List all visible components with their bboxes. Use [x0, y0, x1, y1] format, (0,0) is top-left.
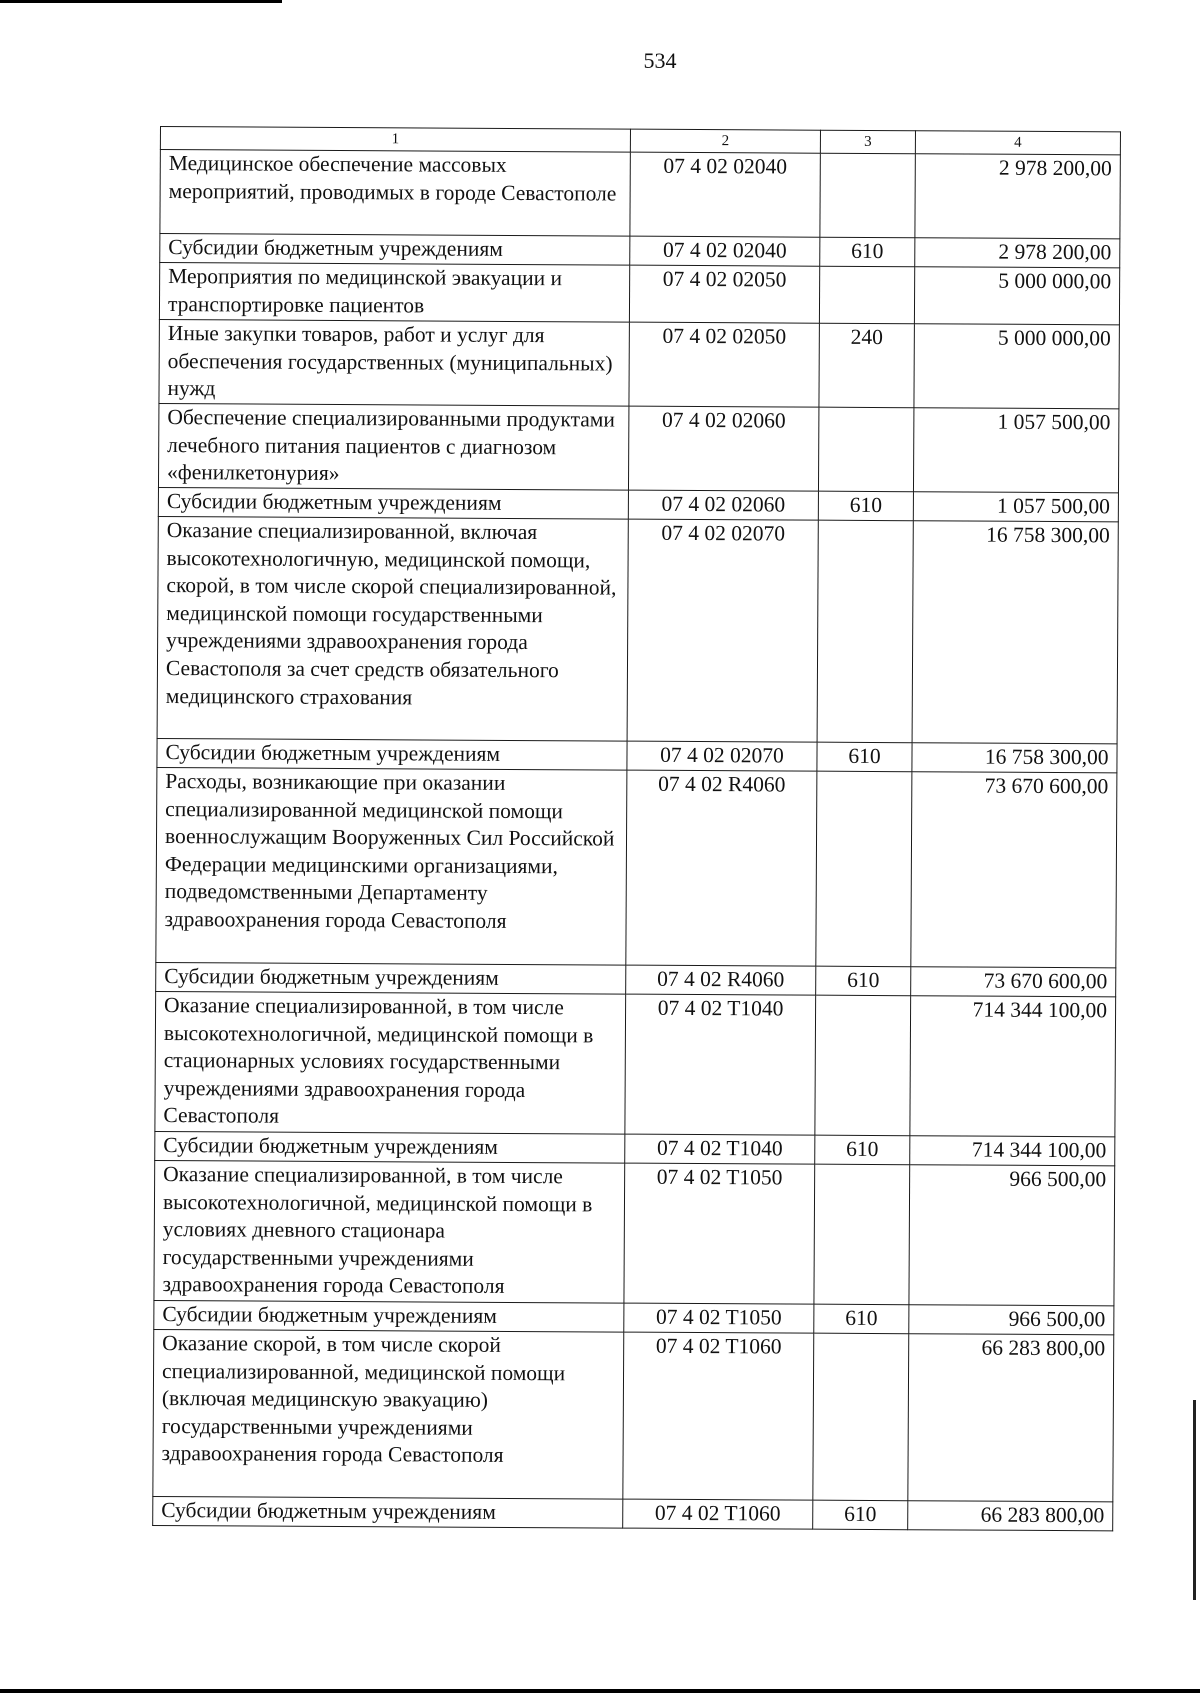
row-amount: 1 057 500,00 [913, 492, 1118, 522]
row-amount: 16 758 300,00 [912, 743, 1117, 773]
row-amount: 73 670 600,00 [911, 772, 1117, 968]
header-col-4: 4 [915, 131, 1120, 155]
row-code: 07 4 02 02040 [630, 236, 820, 266]
row-code: 07 4 02 02060 [628, 490, 818, 520]
row-name: Мероприятия по медицинской эвакуации и транспортировке пациентов [159, 263, 629, 323]
table-row [159, 319, 1119, 408]
budget-table [152, 126, 1121, 1531]
row-type [815, 995, 911, 1136]
row-code: 07 4 02 T1060 [623, 1499, 813, 1529]
row-name: Субсидии бюджетным учреждениям [154, 1300, 624, 1332]
row-name: Субсидии бюджетным учреждениям [158, 487, 628, 519]
row-code: 07 4 02 T1040 [625, 994, 816, 1135]
row-name: Субсидии бюджетным учреждениям [153, 1496, 623, 1528]
row-name: Субсидии бюджетным учреждениям [157, 738, 627, 770]
row-type: 610 [814, 1304, 909, 1334]
row-name: Оказание специализированной, в том числе высокотехнологичной, медицинской помощи в стационарных условиях государственными учреждениями здравоохранения города Севастополя [155, 991, 626, 1134]
row-code: 07 4 02 T1050 [624, 1303, 814, 1333]
table-row [156, 767, 1117, 967]
header-col-1: 1 [160, 127, 630, 153]
row-type [817, 520, 913, 743]
row-name: Оказание специализированной, в том числе высокотехнологичной, медицинской помощи в условиях дневного стационара государственными учреждениями здравоохранения города Севастополя [154, 1160, 625, 1303]
row-type [814, 1164, 910, 1305]
row-amount: 73 670 600,00 [911, 967, 1116, 997]
row-type: 240 [819, 323, 914, 408]
row-code: 07 4 02 T1040 [625, 1134, 815, 1164]
header-col-3: 3 [820, 130, 915, 154]
row-code: 07 4 02 T1050 [624, 1163, 815, 1304]
row-name: Оказание скорой, в том числе скорой специализированной, медицинской помощи (включая медицинскую эвакуацию) государственными учреждениями здравоохранения города Севастополя [153, 1329, 624, 1499]
row-amount: 1 057 500,00 [913, 408, 1118, 493]
row-type: 610 [818, 491, 913, 521]
row-type [818, 407, 913, 492]
row-code: 07 4 02 02050 [629, 322, 819, 407]
scan-edge-top [0, 0, 282, 3]
row-amount: 2 978 200,00 [915, 238, 1120, 268]
row-amount: 5 000 000,00 [914, 267, 1119, 325]
table-row [158, 403, 1118, 492]
row-code: 07 4 02 R4060 [626, 770, 817, 966]
table-row [159, 263, 1119, 325]
row-amount: 714 344 100,00 [910, 1136, 1115, 1166]
table-row [153, 1496, 1113, 1530]
row-name: Медицинское обеспечение массовых мероприятий, проводимых в городе Севастополе [160, 150, 630, 237]
table-row [157, 516, 1118, 743]
row-name: Оказание специализированной, включая высокотехнологичную, медицинской помощи, скорой, в том числе скорой специализированной, медицинской помощи государственными учреждениями здравоохранения города Севастополя за счет средств обязательного медицинского страхования [157, 516, 628, 741]
row-type: 610 [820, 237, 915, 267]
row-name: Обеспечение специализированными продуктами лечебного питания пациентов с диагнозом «фенилкетонурия» [158, 403, 628, 490]
row-code: 07 4 02 02060 [628, 406, 818, 491]
row-amount: 966 500,00 [909, 1305, 1114, 1335]
scan-edge-right [1193, 1400, 1196, 1600]
row-type: 610 [813, 1500, 908, 1530]
table-row [153, 1329, 1114, 1501]
row-amount: 2 978 200,00 [915, 154, 1120, 239]
row-type [820, 153, 915, 238]
row-type [819, 266, 914, 324]
row-amount: 16 758 300,00 [912, 521, 1118, 744]
row-type: 610 [816, 966, 911, 996]
row-code: 07 4 02 R4060 [626, 965, 816, 995]
table-row [154, 1160, 1115, 1305]
row-name: Субсидии бюджетным учреждениям [156, 962, 626, 994]
row-code: 07 4 02 02070 [627, 519, 818, 742]
row-type: 610 [815, 1135, 910, 1165]
row-code: 07 4 02 T1060 [623, 1332, 814, 1500]
page-number: 534 [643, 48, 677, 73]
scan-edge-bottom [0, 1689, 1200, 1693]
row-code: 07 4 02 02050 [629, 265, 819, 323]
row-code: 07 4 02 02040 [630, 152, 820, 237]
row-name: Расходы, возникающие при оказании специализированной медицинской помощи военнослужащим Вооруженных Сил Российской Федерации медицинскими организациями, подведомственными Департаменту здравоохранения города Севастополя [156, 767, 627, 965]
row-name: Субсидии бюджетным учреждениям [160, 234, 630, 266]
row-amount: 5 000 000,00 [914, 324, 1119, 409]
row-amount: 66 283 800,00 [908, 1501, 1113, 1531]
row-amount: 966 500,00 [909, 1165, 1115, 1306]
row-type [816, 771, 912, 967]
table-row [155, 991, 1116, 1136]
row-code: 07 4 02 02070 [627, 741, 817, 771]
row-name: Иные закупки товаров, работ и услуг для обеспечения государственных (муниципальных) нужд [159, 319, 629, 406]
header-col-2: 2 [630, 129, 820, 153]
row-amount: 714 344 100,00 [910, 996, 1116, 1137]
row-amount: 66 283 800,00 [908, 1334, 1114, 1502]
table-row [160, 150, 1120, 239]
row-type [813, 1333, 909, 1501]
row-type: 610 [817, 742, 912, 772]
row-name: Субсидии бюджетным учреждениям [155, 1131, 625, 1163]
